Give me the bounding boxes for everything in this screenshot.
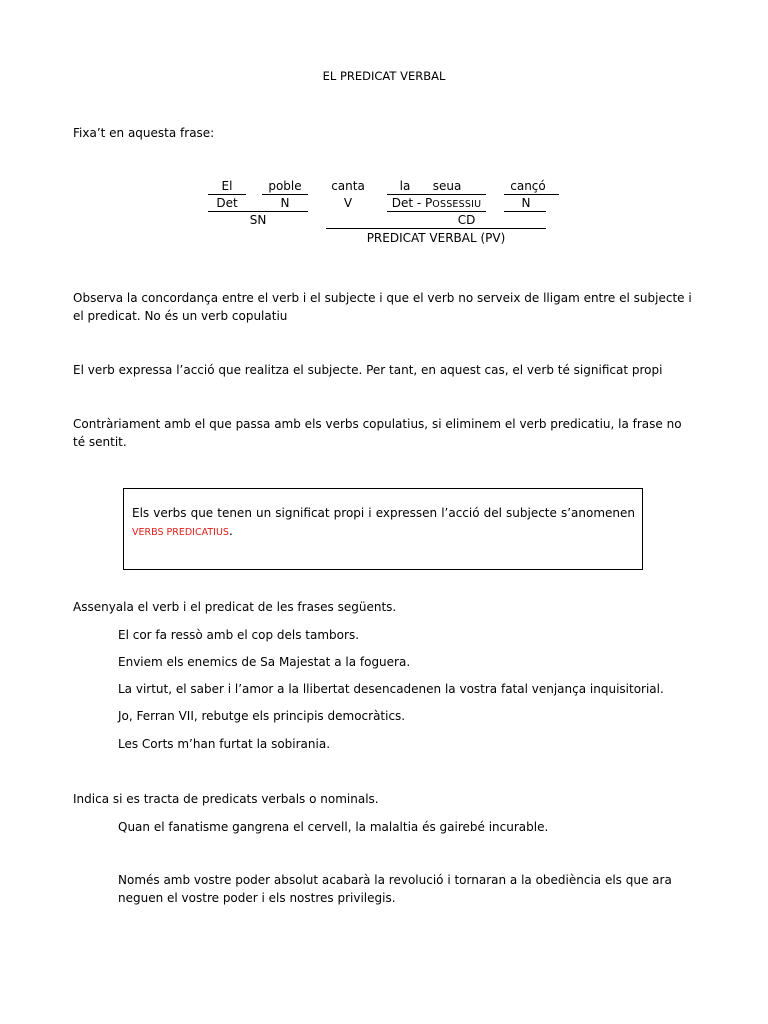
label-sn: SN — [249, 213, 267, 227]
definition-term-line — [132, 522, 233, 542]
exercise-2-item: Quan el fanatisme gangrena el cervell, la malaltia és gairebé incurable. — [118, 820, 549, 834]
definition-box — [123, 488, 643, 570]
label-pv: PREDICAT VERBAL (PV) — [366, 231, 506, 245]
tag-poss-p: P — [425, 196, 433, 210]
line-pv — [326, 228, 546, 229]
exercise-1-item: Jo, Ferran VII, rebutge els principis democràtics. — [118, 709, 406, 723]
exercise-2-item: Només amb vostre poder absolut acabarà la revolució i tornaran a la obediència els que ara neguen el vostre poder i els nostres privilegis. — [118, 873, 672, 905]
definition-term: VERBS PREDICATIUS — [132, 527, 229, 538]
page-title: EL PREDICAT VERBAL — [322, 69, 446, 83]
exercise-1-item: Les Corts m’han furtat la sobirania. — [118, 737, 331, 751]
tag-poss-rest: OSSESSIU — [432, 199, 482, 210]
word-canta: canta — [331, 179, 365, 193]
intro-text: Fixa’t en aquesta frase: — [73, 126, 215, 140]
paragraph-action: El verb expressa l’acció que realitza el subjecte. Per tant, en aquest cas, el verb té significat propi — [73, 363, 663, 377]
word-el: El — [221, 179, 233, 193]
word-seua: seua — [432, 179, 462, 193]
exercise-1-instruction: Assenyala el verb i el predicat de les frases següents. — [73, 600, 397, 614]
tag-n: N — [280, 196, 290, 210]
definition-text: Els verbs que tenen un significat propi i expressen l’acció del subjecte s’anomenen — [132, 506, 635, 520]
exercise-1-item: La virtut, el saber i l’amor a la llibertat desencadenen la vostra fatal venjança inquisitorial. — [118, 682, 664, 696]
tag-v: V — [343, 196, 353, 210]
definition-period: . — [228, 524, 233, 538]
tag-det-prefix: Det - — [391, 196, 426, 210]
exercise-2-instruction: Indica si es tracta de predicats verbals o nominals. — [73, 792, 379, 806]
paragraph-contrast: Contràriament amb el que passa amb els verbs copulatius, si eliminem el verb predicatiu, la frase no té sentit. — [73, 417, 682, 449]
word-poble: poble — [268, 179, 302, 193]
label-cd: CD — [457, 213, 476, 227]
syntax-diagram — [0, 0, 768, 260]
paragraph-concordance: Observa la concordança entre el verb i el subjecte i que el verb no serveix de lligam entre el subjecte i el predicat. No és un verb copulatiu — [73, 291, 692, 323]
exercise-1-item: Enviem els enemics de Sa Majestat a la foguera. — [118, 655, 411, 669]
word-la: la — [399, 179, 411, 193]
word-canco: cançó — [510, 179, 546, 193]
tag-det: Det — [216, 196, 238, 210]
exercise-1-item: El cor fa ressò amb el cop dels tambors. — [118, 628, 360, 642]
tag-n-2: N — [521, 196, 531, 210]
